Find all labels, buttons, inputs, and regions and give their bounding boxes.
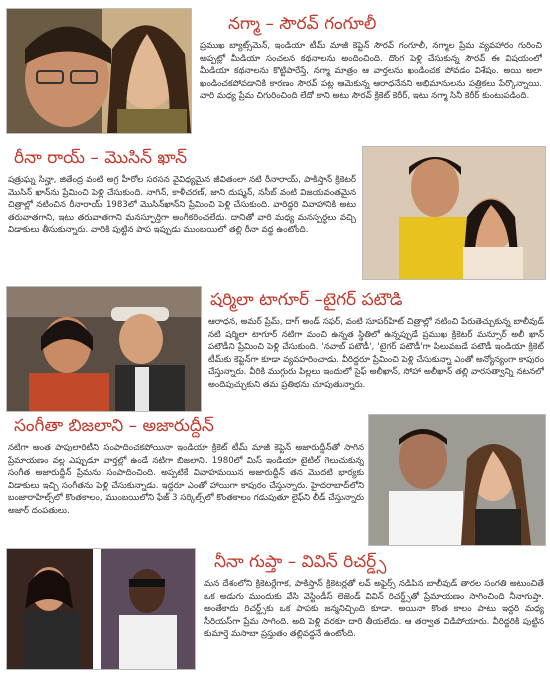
photo-sangeeta-azhar (368, 414, 546, 546)
photo-neena-richards (6, 548, 196, 670)
section-title: సంగీతా బిజలాని – అజారుద్దీన్ (14, 416, 214, 436)
section-body: ప్రముఖ బ్యాట్స్‌మెన్, ఇండియా టీమ్ మాజీ కెప్టెన్ సౌరవ్ గంగూలీ, నగ్మాల ప్రేమ వ్యవహారం గురించి అప్పట్లో మీడియా సంచలన కథనాలను అందించింది. దొంగ పెళ్లి చేసుకున్న సౌరవ్ ఈ విషయంలో మీడియా కథనాలను కొట్టిపారేస్తే, నగ్మా మాత్రం ఆ వార్తలను ఖండించక పోవడం విశేషం. అయి అలా ఖండించకపోవడానికి కారణం సౌరవ్ పట్ల ఆమెకున్న ఆరాధనేనని అభిమానులను పత్రికలు పేర్కొన్నాయి. వారి మధ్య ప్రేమ చిగురించింది లేదో కాని అటు సౌరవ్ క్రికెట్ కెరీర్, ఇటు నగ్మా సినీ కెరీర్ కుంటుపడింది. (200, 41, 542, 102)
photo-reena-mohsin (362, 146, 546, 280)
photo-nagma-ganguly (6, 8, 192, 134)
section-body: షత్రుఘ్న సిన్హా, జితేంద్ర వంటి అగ్ర హీరోల సరసన వైవిధ్యమైన జీవితంలా నటి రీనారాయ్, పాకిస్తాన్ క్రికెటర్ మొసిన్ ఖాన్‌ను ప్రేమించి పెళ్లి చేసుకుంది. నాగిన్, కాళీచరణ్, జాని దుష్మన్, నసీబ్ వంటి విజయవంతమైన చిత్రాల్లో నటించిన రీనారాయ్ 1983లో మొసిన్‌ఖాన్‌ని ప్రేమించి పెళ్లి చేసుకుంది. వారిద్దరి వివాహానికి అటు తరువాతగాని, ఇటు తరువాతగాని మనస్ఫూర్తిగా అంగీకరించలేదు. దానితో వారి మధ్య మనస్పర్ధలు వచ్చి విడాకులు తీసుకున్నారు. వారికి పుట్టిన పాప ఇప్పుడు ముంబయిలో తల్లి రీనా వద్ద ఉంటోంది. (8, 175, 356, 236)
section-title: నగ్మా – సౌరవ్ గంగూలీ (228, 14, 377, 34)
section-body: నటిగా అంత పాపులారిటీని సంపాదించకపోయినా ఇండియా క్రికెట్ టీమ్ మాజీ కెప్టెన్ అజారుద్దీన్‌తో సాగిన ప్రేమాయణం వల్ల ఎప్పుడూ వార్తల్లో ఉండే నటిగా బిజలాని. 1980లో మిస్ ఇండియా టైటిల్ గెలుచుకున్న సంగీత అజారుద్దీన్ ప్రేమను సంపాదించింది. అప్పటికే వివాహమయిన అజారుద్దీన్ తన మొదటి భార్యకు విడాకులు ఇచ్చి సంగీతను పెళ్లి చేసుకున్నాడు. ఇద్దరూ ఎంతో హాయిగా కాపురం చేస్తున్నారు. హైదరాబాద్‌లోని బంజారాహిల్స్‌లో కొంతకాలం, ముంబయిలోని ఫేజ్ 3 సర్కిల్స్‌లో కొంతకాలం గడుపుతూ లైఫ్‌ని లీడ్ చేస్తున్నారు అజార్ దంపతులు. (8, 443, 364, 516)
section-title: రీనా రాయ్ – మొసిన్ ఖాన్ (14, 148, 188, 168)
section-title: షర్మిలా టాగూర్ –టైగర్ పటౌడి (210, 290, 403, 310)
section-body: ఆరాధన, అమర్ ప్రేమ్, దాగ్ అండ్ సఫర్, వంటి సూపర్‌హిట్ చిత్రాల్లో నటించి పేరుతెచ్చుకున్న బాలీవుడ్ నటి షర్మిలా టాగూర్ నటిగా మంచి ఉన్నత స్థితిలో ఉన్నప్పుడే ప్రముఖ క్రికెటర్ మన్సూర్ అలీ ఖాన్ పటౌడీని ప్రేమించి పెళ్లి చేసుకుంది. 'నవాబ్ పటౌడీ', 'టైగర్ పటౌడీ'గా పిలువబడే పటౌడీ ఇండియా క్రికెట్ టీమ్‌కు కెప్టెన్‌గా కూడా వ్యవహరించాడు. వీరిద్దరూ ప్రేమించి పెళ్లి చేసుకున్నా ఎంతో అన్యోన్యంగా కాపురం చేస్తున్నారు. వీరికి ముగ్గురు పిల్లలు ఇందులో సైఫ్ అలీఖాన్, సోహా అలీఖాన్ తల్లి వారసత్వాన్ని నటనలో అందిపుచ్చుకుని తమ ప్రతిభను చూపుతున్నారు. (208, 317, 544, 390)
section-title: నీనా గుప్తా – వివిన్ రిచర్డ్స్ (214, 552, 387, 572)
photo-sharmila-pataudi (6, 286, 202, 412)
section-body: మన దేశంలోని క్రికెటర్లేగాక, పాకిస్తాన్ క్రికెటర్లతో లవ్ అఫైర్స్ నడిపిన బాలీవుడ్ తారల సంగతి అటుంచితే ఒక అడుగు ముందుకు వేసి వెస్టిండీస్ లెజెండ్ వివిన్ రిచర్డ్స్‌తో ప్రేమాయణం సాగించింది నీనాగుప్తా. అంతేకాదు రిచర్డ్స్‌కు ఒక పాపకు జన్మనిచ్చింది కూడా. అయినా కొంత కాలం పాటు ఇద్దరి మధ్య సీరియస్‌గా ప్రేమ సాగింది. అది పెళ్లి వరకూ దారి తీయలేదు. ఆ తర్వాత విడిపోయారు. వీరిద్దరికి పుట్టిన కుమార్తె మసాబా ప్రస్తుతం తల్లివద్దనే ఉంటోంది. (204, 579, 544, 640)
